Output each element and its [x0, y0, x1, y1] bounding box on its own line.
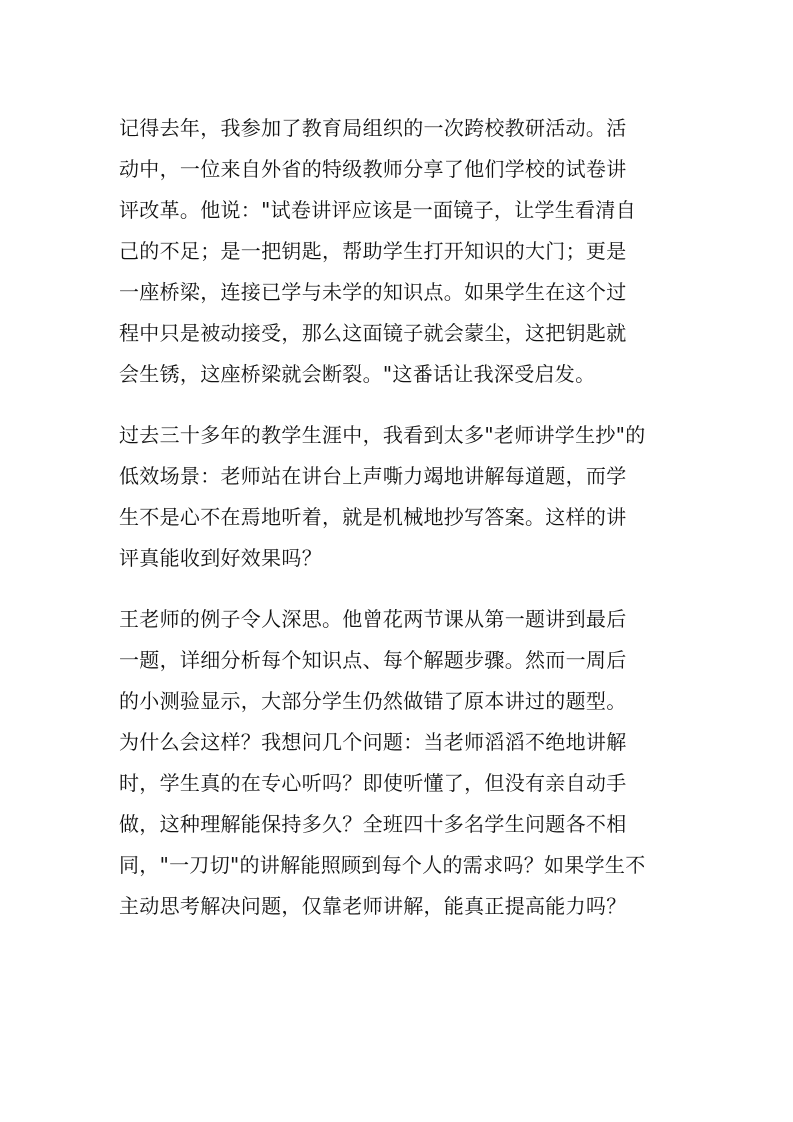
paragraph-line: 同，"一刀切"的讲解能照顾到每个人的需求吗？如果学生不	[119, 853, 646, 877]
paragraph-line: 评改革。他说："试卷讲评应该是一面镜子，让学生看清自	[119, 198, 636, 222]
paragraph-line: 记得去年，我参加了教育局组织的一次跨校教研活动。活	[119, 116, 627, 140]
paragraph-line: 时，学生真的在专心听吗？即使听懂了，但没有亲自动手	[119, 771, 627, 795]
paragraph-line: 主动思考解决问题，仅靠老师讲解，能真正提高能力吗？	[119, 894, 627, 918]
paragraph-line: 己的不足；是一把钥匙，帮助学生打开知识的大门；更是	[119, 239, 627, 263]
paragraph-line: 低效场景：老师站在讲台上声嘶力竭地讲解每道题，而学	[119, 464, 627, 488]
paragraph-line: 王老师的例子令人深思。他曾花两节课从第一题讲到最后	[119, 607, 627, 631]
paragraph-line: 生不是心不在焉地听着，就是机械地抄写答案。这样的讲	[119, 505, 627, 529]
paragraph-line: 一题，详细分析每个知识点、每个解题步骤。然而一周后	[119, 648, 627, 672]
paragraph-3	[119, 599, 675, 927]
paragraph-line: 程中只是被动接受，那么这面镜子就会蒙尘，这把钥匙就	[119, 321, 627, 345]
paragraph-line: 的小测验显示，大部分学生仍然做错了原本讲过的题型。	[119, 689, 627, 713]
paragraph-line: 为什么会这样？我想问几个问题：当老师滔滔不绝地讲解	[119, 730, 627, 754]
document-body	[119, 108, 675, 947]
paragraph-line: 一座桥梁，连接已学与未学的知识点。如果学生在这个过	[119, 280, 627, 304]
paragraph-2	[119, 415, 675, 579]
paragraph-line: 评真能收到好效果吗？	[119, 546, 322, 570]
paragraph-line: 会生锈，这座桥梁就会断裂。"这番话让我深受启发。	[119, 362, 596, 386]
paragraph-line: 动中，一位来自外省的特级教师分享了他们学校的试卷讲	[119, 157, 627, 181]
paragraph-1	[119, 108, 675, 395]
paragraph-line: 做，这种理解能保持多久？全班四十多名学生问题各不相	[119, 812, 627, 836]
paragraph-line: 过去三十多年的教学生涯中，我看到太多"老师讲学生抄"的	[119, 423, 646, 447]
